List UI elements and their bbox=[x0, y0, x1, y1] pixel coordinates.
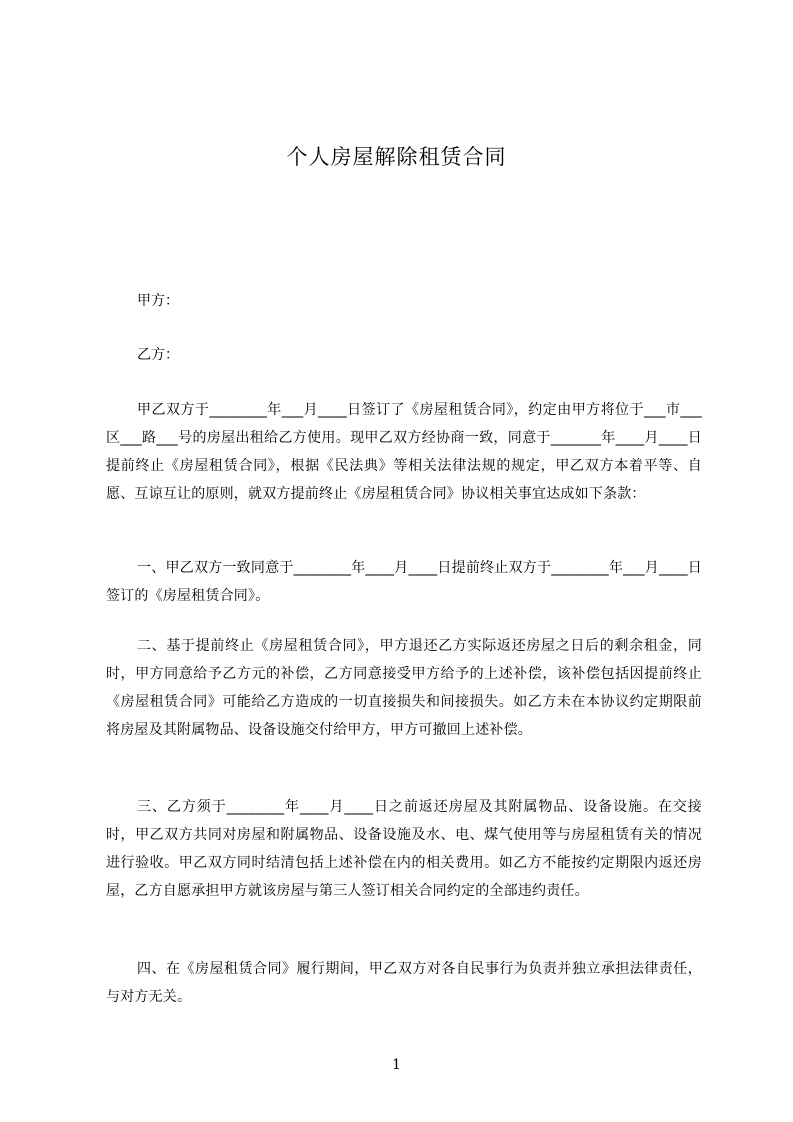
clause-3-paragraph: 三、乙方须于________年____月____日之前返还房屋及其附属物品、设备设施。在交接时，甲乙双方共同对房屋和附属物品、设备设施及水、电、煤气使用等与房屋租赁有关的情况进行验收。甲乙双方同时结清包括上述补偿在内的相关费用。如乙方不能按约定期限内返还房屋，乙方自愿承担甲方就该房屋与第三人签订相关合同约定的全部违约责任。 bbox=[106, 799, 702, 899]
party-b-label: 乙方： bbox=[137, 347, 179, 363]
clause-2-paragraph: 二、基于提前终止《房屋租赁合同》，甲方退还乙方实际返还房屋之日后的剩余租金，同时，甲方同意给予乙方元的补偿，乙方同意接受甲方给予的上述补偿，该补偿包括因提前终止《房屋租赁合同》可能给乙方造成的一切直接损失和间接损失。如乙方未在本协议约定期限前将房屋及其附属物品、设备设施交付给甲方，甲方可撤回上述补偿。 bbox=[106, 638, 702, 738]
clause-4-paragraph: 四、在《房屋租赁合同》履行期间，甲乙双方对各自民事行为负责并独立承担法律责任，与对方无关。 bbox=[106, 961, 702, 1005]
preamble-paragraph: 甲乙双方于________年___月____日签订了《房屋租赁合同》，约定由甲方将位于___市___区___路___号的房屋出租给乙方使用。现甲乙双方经协商一致，同意于_______年____月____日提前终止《房屋租赁合同》，根据《民法典》等相关法律法规的规定，甲乙双方本着平等、自愿、互谅互让的原则，就双方提前终止《房屋租赁合同》协议相关事宜达成如下条款： bbox=[106, 402, 702, 502]
clause-1-paragraph: 一、甲乙双方一致同意于________年____月____日提前终止双方于________年___月____日签订的《房屋租赁合同》。 bbox=[106, 560, 702, 604]
page-number: 1 bbox=[392, 1057, 401, 1073]
party-a-label: 甲方： bbox=[137, 293, 179, 309]
document-title: 个人房屋解除租赁合同 bbox=[286, 145, 507, 169]
